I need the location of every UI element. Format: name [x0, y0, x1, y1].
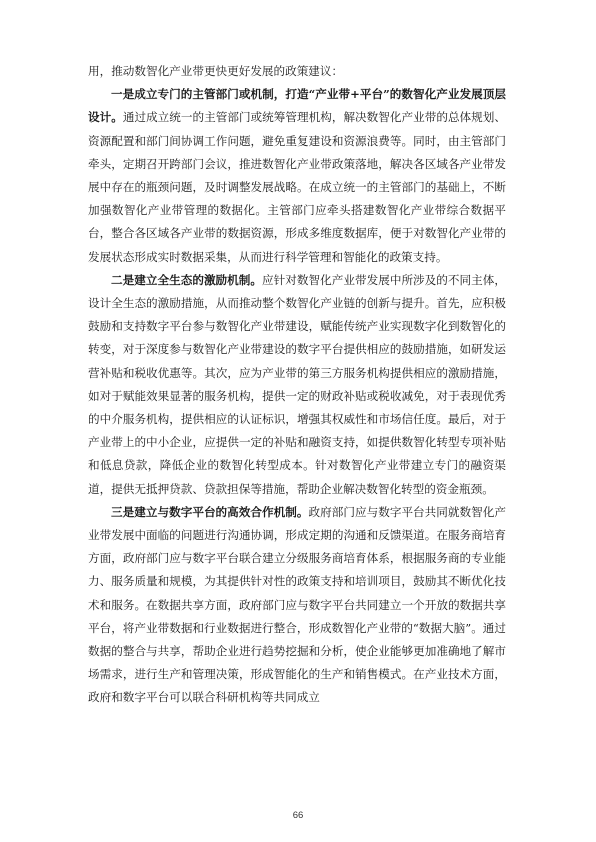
section-3-paragraph [88, 501, 506, 710]
intro-paragraph: 用，推动数智化产业带更快更好发展的政策建议： [88, 64, 344, 78]
section-1-paragraph [88, 83, 506, 269]
page-number: 66 [292, 810, 304, 821]
document-body [88, 60, 506, 710]
section-2-paragraph [88, 269, 506, 501]
section-2-lead: 二是建立全生态的激励机制。 [111, 272, 263, 287]
section-1-lead: 一是成立专门的主管部门或机制，打造“产业带+平台”的数智化产业发展顶层设计。 [88, 87, 506, 125]
section-3-body: 政府部门应与数字平台共同就数智化产业带发展中面临的问题进行沟通协调，形成定期的沟通和反馈渠道。在服务商培育方面，政府部门应与数字平台联合建立分级服务商培育体系，根据服务商的专业能力、服务质量和规模，为其提供针对性的政策支持和培训项目，鼓励其不断优化技术和服务。在数据共享方面，政府部门应与数字平台共同建立一个开放的数据共享平台，将产业带数据和行业数据进行整合，形成数智化产业带的“数据大脑”。通过数据的整合与共享，帮助企业进行趋势挖掘和分析，使企业能够更加准确地了解市场需求，进行生产和管理决策，形成智能化的生产和销售模式。在产业技术方面，政府和数字平台可以联合科研机构等共同成立 [88, 504, 506, 705]
section-3-lead: 三是建立与数字平台的高效合作机制。 [111, 504, 309, 519]
section-2-body: 应针对数智化产业带发展中所涉及的不同主体，设计全生态的激励措施，从而推动整个数智化产业链的创新与提升。首先，应积极鼓励和支持数字平台参与数智化产业带建设，赋能传统产业实现数字化到数智化的转变，对于深度参与数智化产业带建设的数字平台提供相应的鼓励措施，如研发运营补贴和税收优惠等。其次，应为产业带的第三方服务机构提供相应的激励措施，如对于赋能效果显著的服务机构，提供一定的财政补贴或税收减免，对于表现优秀的中介服务机构，提供相应的认证标识，增强其权威性和市场信任度。最后，对于产业带上的中小企业，应提供一定的补贴和融资支持，如提供数智化转型专项补贴和低息贷款，降低企业的数智化转型成本。针对数智化产业带建立专门的融资渠道，提供无抵押贷款、贷款担保等措施，帮助企业解决数智化转型的资金瓶颈。 [88, 272, 506, 496]
section-1-body: 通过成立统一的主管部门或统筹管理机构，解决数智化产业带的总体规划、资源配置和部门间协调工作问题，避免重复建设和资源浪费等。同时，由主管部门牵头，定期召开跨部门会议，推进数智化产业带政策落地，解决各区域各产业带发展中存在的瓶颈问题，及时调整发展战略。在成立统一的主管部门的基础上，不断加强数智化产业带管理的数据化。主管部门应牵头搭建数智化产业带综合数据平台，整合各区域各产业带的数据资源，形成多维度数据库，便于对数智化产业带的发展状态形成实时数据采集，从而进行科学管理和智能化的政策支持。 [88, 110, 506, 264]
